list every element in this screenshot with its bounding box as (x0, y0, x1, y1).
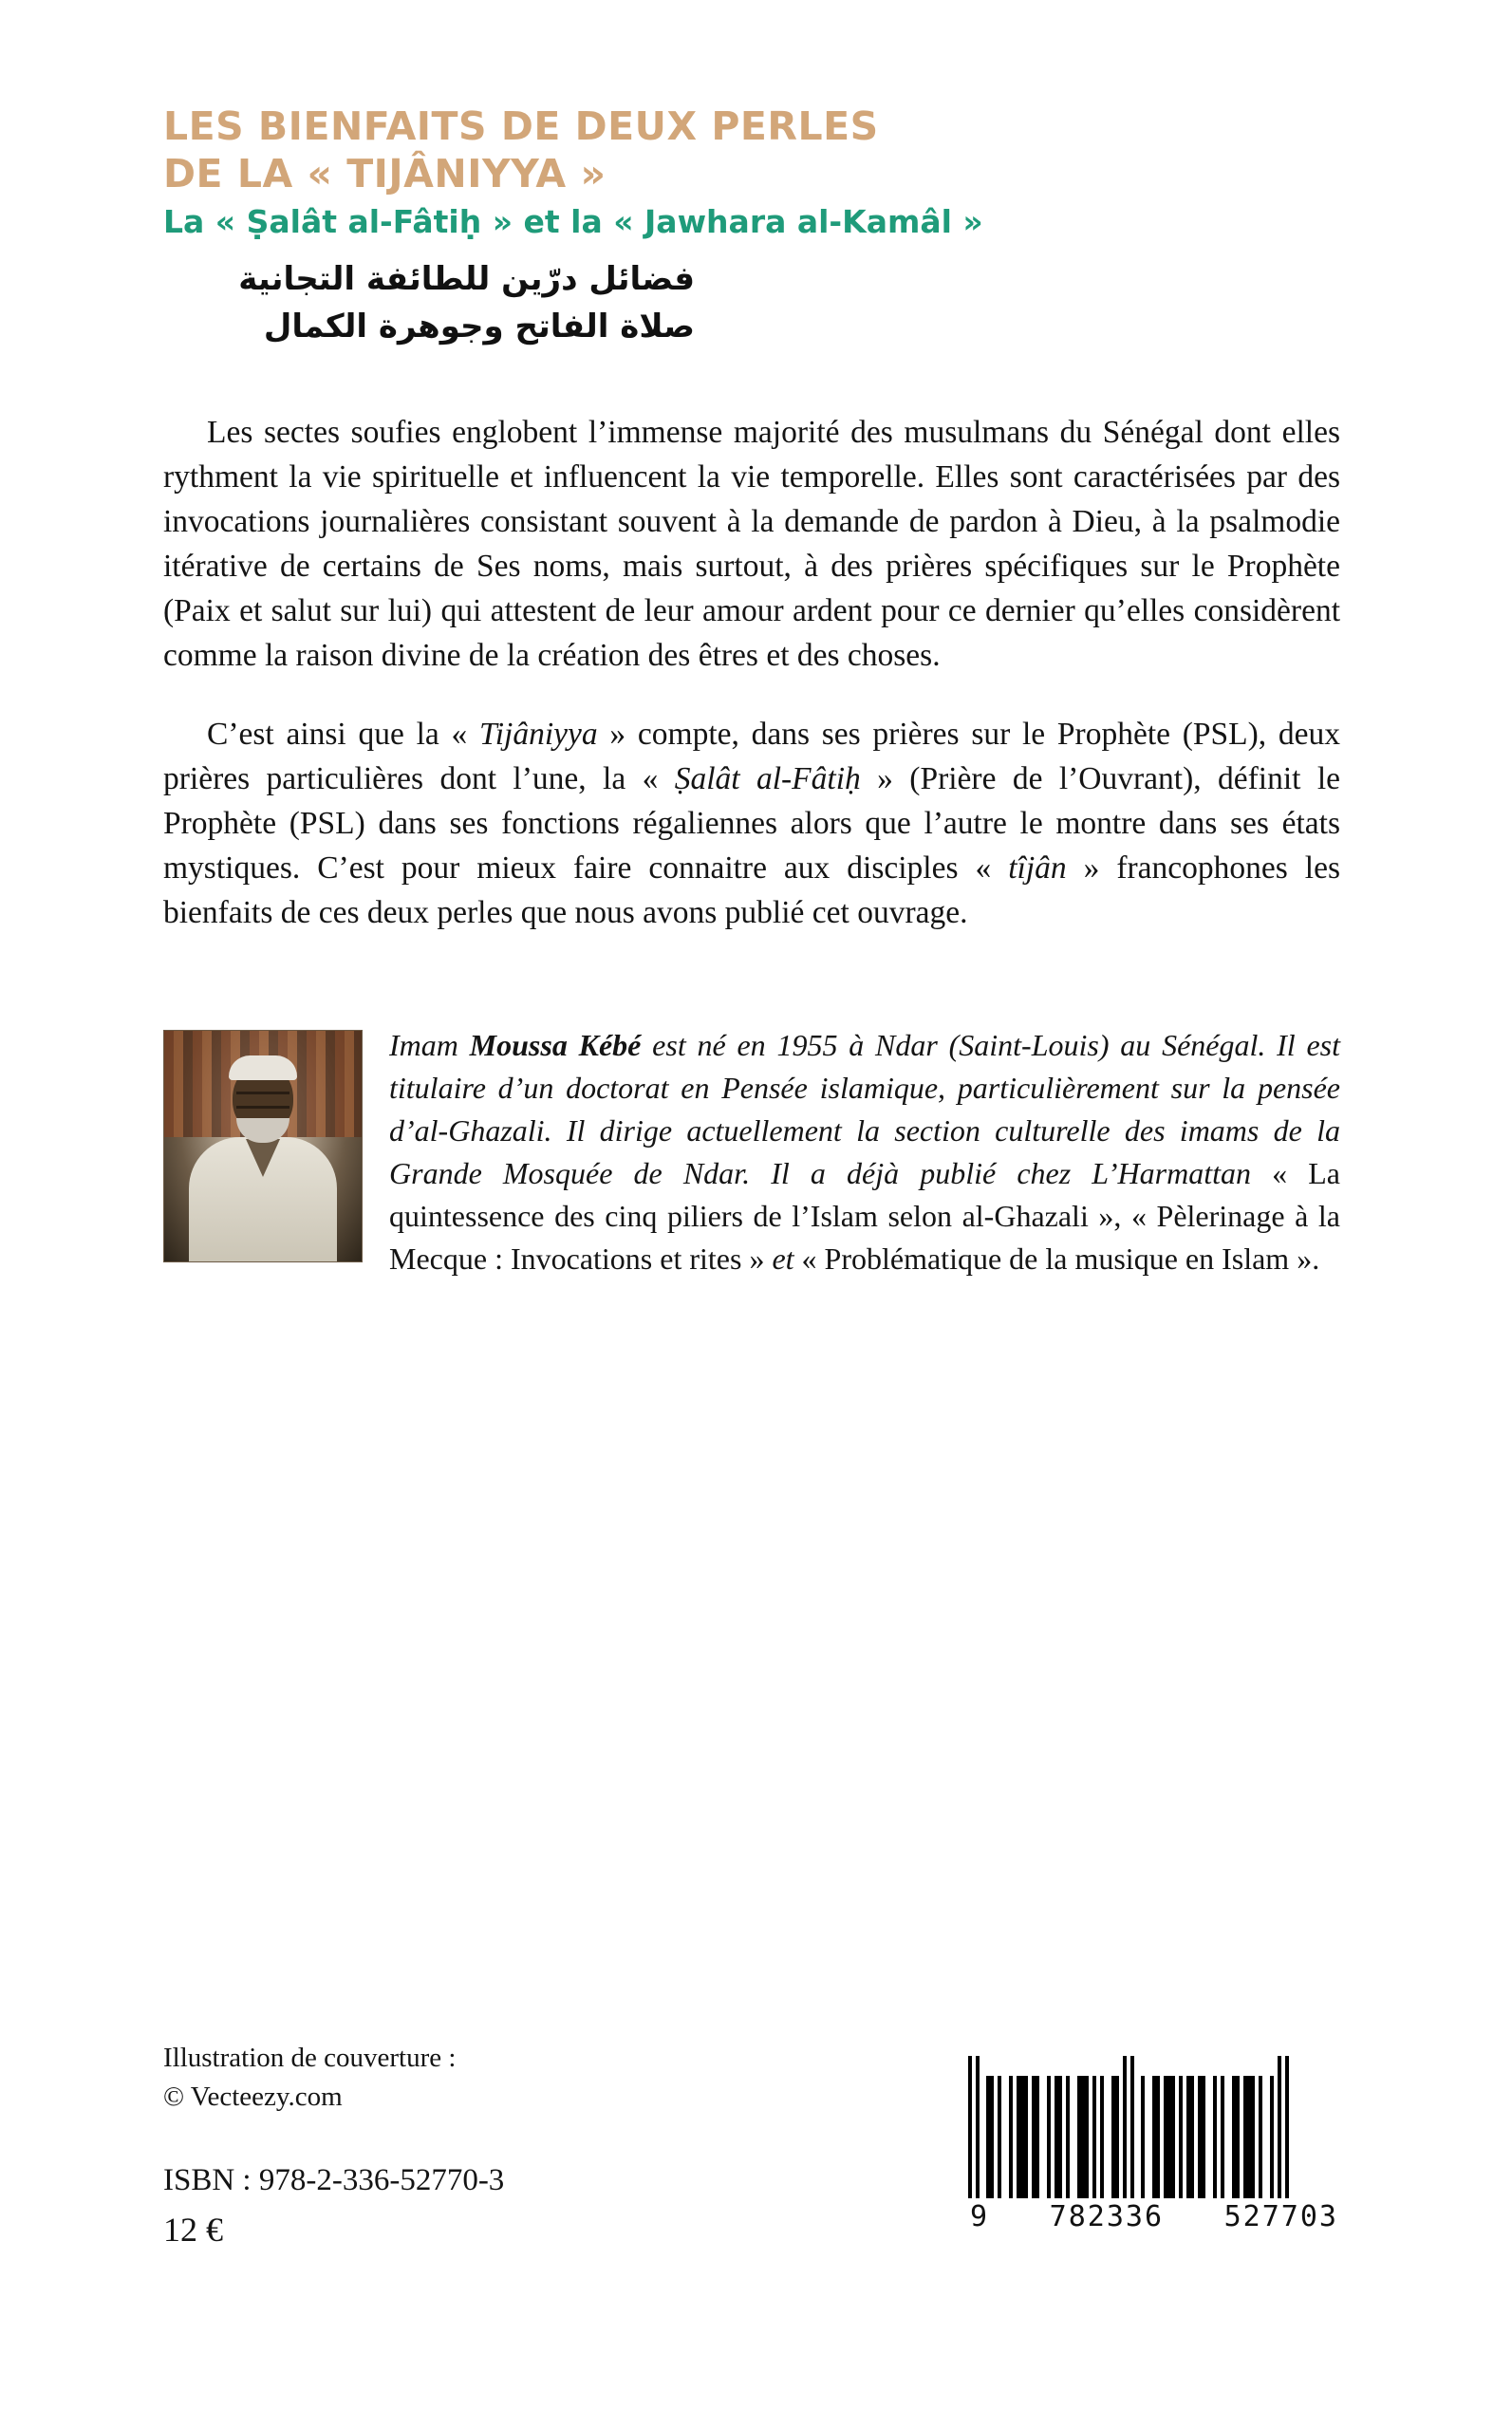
p2-part-d: » francophones les bienfaits de ces deux perles que nous avons publié cet ouvrage. (163, 850, 1341, 930)
p2-italic-tijan: tîjân (1008, 850, 1067, 886)
barcode-digit-prefix: 9 (970, 2200, 990, 2233)
blurb-paragraph-2 (163, 712, 1340, 935)
barcode-digit-group-1: 782336 (1049, 2200, 1165, 2233)
p2-part-c: » (Prière de l’Ouvrant), définit le Prophète (PSL) dans ses fonctions régaliennes alors que l’autre le montre dans ses états mystiques. C’est pour mieux faire connaitre aux disciples « (163, 761, 1340, 886)
blurb-body (163, 410, 1340, 935)
p2-italic-salat-al-fatih: Ṣalât al-Fâtiḥ (674, 761, 861, 796)
bio-book-3: « Problématique de la musique en Islam ». (793, 1242, 1320, 1276)
cover-footer (163, 2039, 1340, 2253)
bio-book-2: « Pèlerinage à la Mecque : Invocations et rites » (389, 1199, 1341, 1276)
arabic-title-line-1: فضائل درّين للطائفة التجانية (238, 260, 695, 298)
author-photo (163, 1030, 363, 1262)
main-title (163, 103, 1340, 197)
bio-part-a: Imam (389, 1028, 470, 1062)
main-title-line-1: LES BIENFAITS DE DEUX PERLES (163, 103, 879, 149)
barcode-bars (968, 2056, 1340, 2198)
blurb-paragraph-1: Les sectes soufies englobent l’immense majorité des musulmans du Sénégal dont elles rythment la vie spirituelle et influencent la vie temporelle. Elles sont caractérisées par des invocations journalières consistant souvent à la demande de pardon à Dieu, à la psalmodie itérative de certains de Ses noms, mais surtout, à des prières spécifiques sur le Prophète (Paix et salut sur lui) qui attestent de leur amour ardent pour ce dernier qu’elles considèrent comme la raison divine de la création des êtres et des choses. (163, 415, 1340, 673)
photo-glasses (236, 1092, 289, 1109)
isbn-text: ISBN : 978-2-336-52770-3 (163, 2163, 505, 2197)
p2-part-a: C’est ainsi que la « (207, 717, 479, 752)
arabic-title-block (163, 256, 695, 349)
p2-part-b: » compte, dans ses prières sur le Prophète (PSL), deux prières particulières dont l’une, la « (163, 717, 1340, 796)
barcode-digit-group-2: 527703 (1223, 2200, 1338, 2233)
subtitle: La « Ṣalât al-Fâtiḥ » et la « Jawhara al-Kamâl » (163, 203, 983, 240)
barcode-digits (968, 2200, 1340, 2233)
title-block (163, 0, 1340, 349)
main-title-line-2: DE LA « TIJÂNIYYA » (163, 151, 607, 196)
illustration-credit (163, 2039, 885, 2117)
bio-conjunction: et (772, 1242, 794, 1276)
p2-italic-tijaniyya: Tijâniyya (478, 717, 598, 752)
author-bio (163, 1024, 1340, 1280)
arabic-title-line-2: صلاة الفاتح وجوهرة الكمال (263, 308, 695, 345)
barcode (968, 2056, 1340, 2233)
bio-part-b: est né en 1955 à Ndar (Saint-Louis) au Sénégal. Il est titulaire d’un doctorat en Pensée islamique, particulièrement sur la pensée d’al-Ghazali. Il dirige actuellement la section culturelle des imams de la Grande Mosquée de Ndar. Il a déjà publié chez L’Harmattan (389, 1028, 1341, 1190)
illustration-credit-line-2: © Vecteezy.com (163, 2082, 343, 2112)
illustration-credit-line-1: Illustration de couverture : (163, 2043, 457, 2073)
price-text: 12 € (163, 2211, 223, 2249)
footer-left-column (163, 2039, 885, 2253)
photo-cap (229, 1055, 297, 1080)
bio-book-1: « La quintessence des cinq piliers de l’Islam selon al-Ghazali », (389, 1156, 1341, 1233)
cover-content (163, 0, 1340, 1280)
author-name: Moussa Kébé (469, 1028, 642, 1062)
